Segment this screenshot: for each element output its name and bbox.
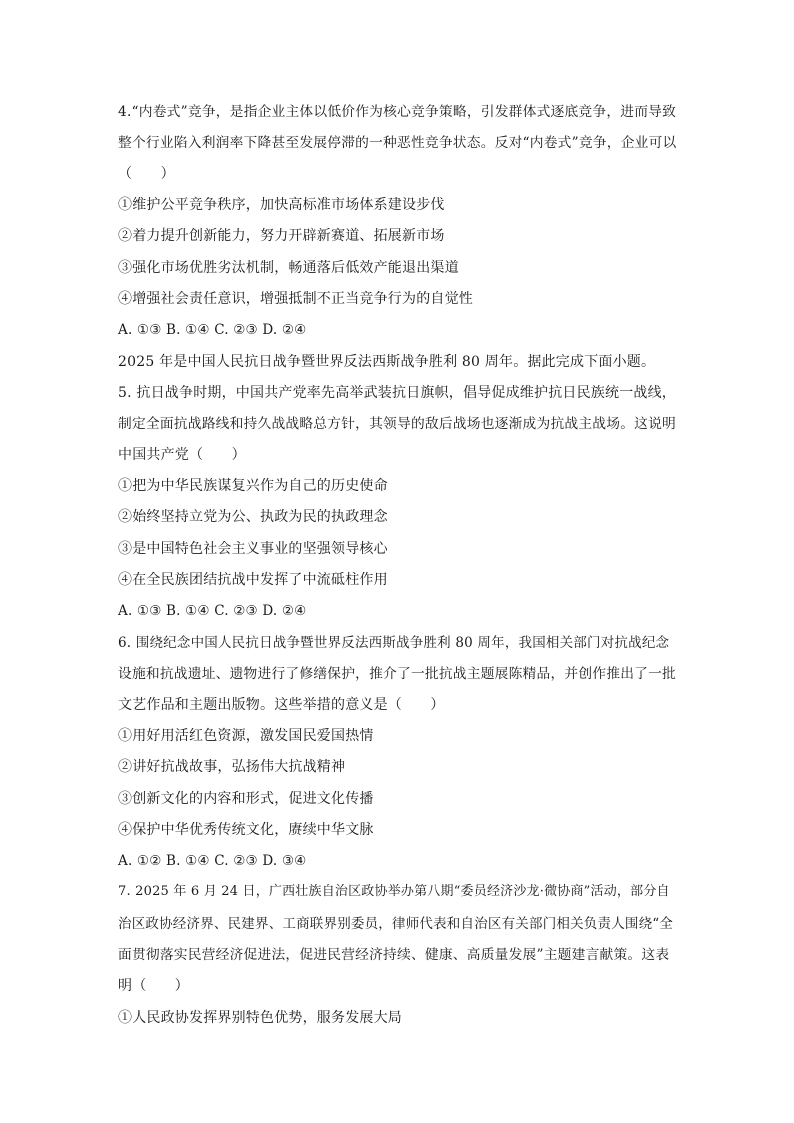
q5-stem-line-3: 中国共产党（ ）	[118, 447, 246, 463]
q6-item-2: ②讲好抗战故事，弘扬伟大抗战精神	[118, 759, 346, 775]
q7-stem-line-4: 明（ ）	[118, 978, 189, 994]
q6-stem-line-3: 文艺作品和主题出版物。这些举措的意义是（ ）	[118, 697, 445, 713]
q4-options: A. ①③ B. ①④ C. ②③ D. ②④	[118, 322, 307, 338]
q7-stem-line-1: 7. 2025 年 6 月 24 日，广西壮族自治区政协举办第八期“委员经济沙龙·微协商”活动，部分自	[118, 884, 670, 899]
q6-stem-line-2: 设施和抗战遗址、遗物进行了修缮保护，推介了一批抗战主题展陈精品，并创作推出了一批	[118, 666, 677, 682]
section-intro: 2025 年是中国人民抗日战争暨世界反法西斯战争胜利 80 周年。据此完成下面小题。	[118, 354, 656, 370]
q5-options: A. ①③ B. ①④ C. ②③ D. ②④	[118, 603, 307, 619]
q7-stem-line-2: 治区政协经济界、民建界、工商联界别委员，律师代表和自治区有关部门相关负责人围绕“全	[118, 916, 674, 932]
q5-item-2: ②始终坚持立党为公、执政为民的执政理念	[118, 509, 388, 525]
q5-stem-line-2: 制定全面抗战路线和持久战战略总方针，其领导的敌后战场也逐渐成为抗战主战场。这说明	[118, 416, 677, 432]
q4-stem-line-1: 4.“内卷式”竞争，是指企业主体以低价作为核心竞争策略，引发群体式逐底竞争，进而导致	[118, 104, 677, 120]
q4-stem-line-2: 整个行业陷入利润率下降甚至发展停滞的一种恶性竞争状态。反对“内卷式”竞争，企业可以	[118, 135, 677, 151]
q6-item-4: ④保护中华优秀传统文化，赓续中华文脉	[118, 822, 374, 838]
q5-stem-line-1: 5. 抗日战争时期，中国共产党率先高举武装抗日旗帜，倡导促成维护抗日民族统一战线，	[118, 385, 677, 401]
q5-item-4: ④在全民族团结抗战中发挥了中流砥柱作用	[118, 572, 388, 588]
q5-item-3: ③是中国特色社会主义事业的坚强领导核心	[118, 541, 388, 557]
q7-stem-line-3: 面贯彻落实民营经济促进法，促进民营经济持续、健康、高质量发展”主题建言献策。这表	[118, 947, 670, 963]
q6-stem-line-1: 6. 围绕纪念中国人民抗日战争暨世界反法西斯战争胜利 80 周年，我国相关部门对抗战纪念	[118, 635, 670, 651]
q6-item-1: ①用好用活红色资源，激发国民爱国热情	[118, 728, 374, 744]
q4-item-3: ③强化市场优胜劣汰机制，畅通落后低效产能退出渠道	[118, 260, 459, 276]
q6-options: A. ①② B. ①④ C. ②③ D. ③④	[118, 853, 307, 869]
q7-item-1: ①人民政协发挥界别特色优势，服务发展大局	[118, 1010, 402, 1026]
q4-item-1: ①维护公平竞争秩序，加快高标准市场体系建设步伐	[118, 197, 445, 213]
q6-item-3: ③创新文化的内容和形式，促进文化传播	[118, 791, 374, 807]
q4-item-4: ④增强社会责任意识，增强抵制不正当竞争行为的自觉性	[118, 291, 473, 307]
q4-stem-line-3: （ ）	[118, 166, 175, 182]
q5-item-1: ①把为中华民族谋复兴作为自己的历史使命	[118, 478, 388, 494]
q4-item-2: ②着力提升创新能力，努力开辟新赛道、拓展新市场	[118, 228, 445, 244]
